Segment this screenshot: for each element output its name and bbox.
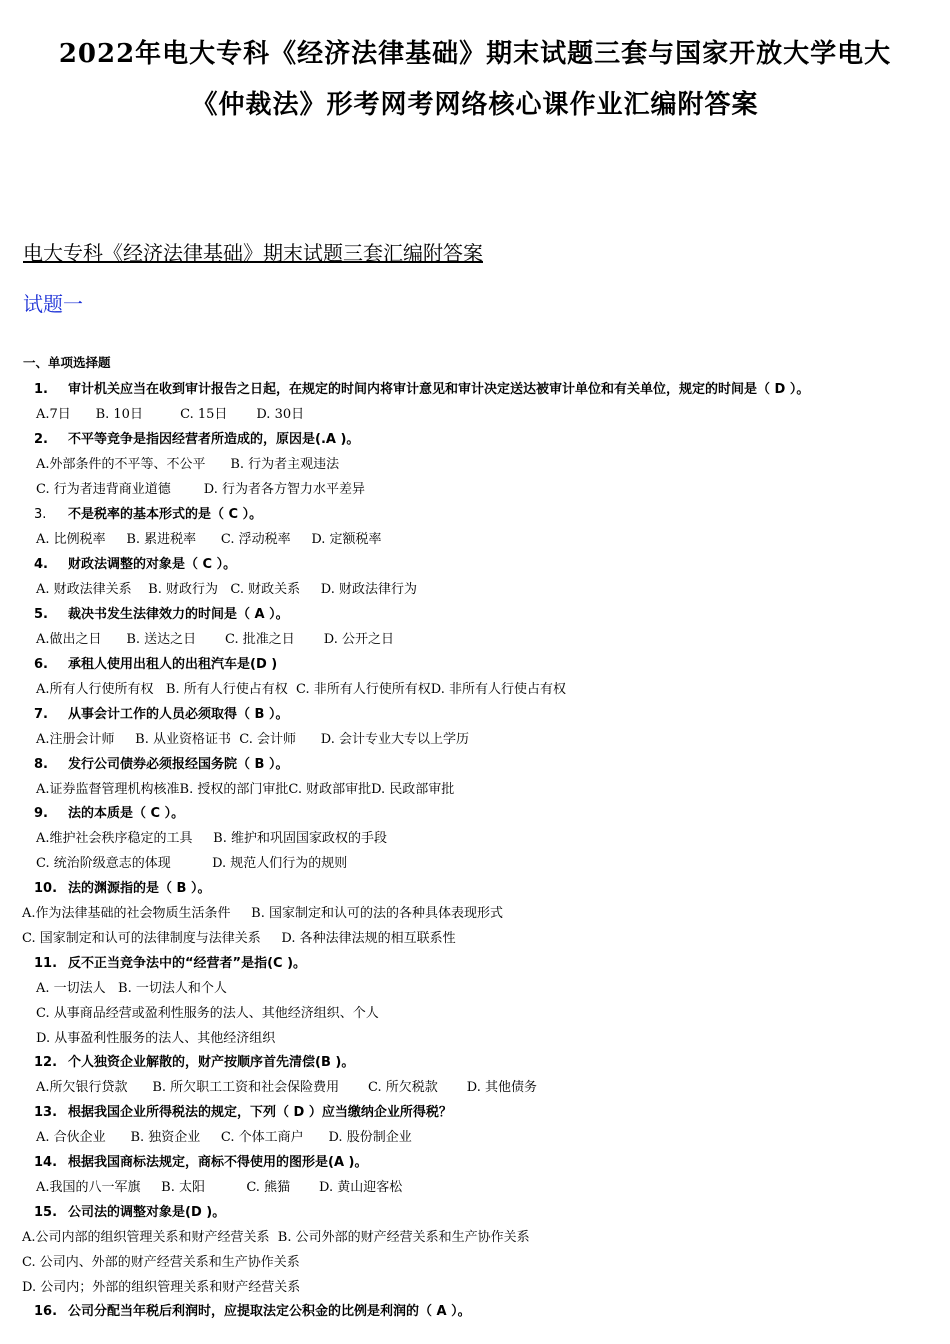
question-options: A.我国的八一军旗 B. 太阳 C. 熊猫 D. 黄山迎客松 <box>36 1180 403 1195</box>
question-text: 公司法的调整对象是(D )。 <box>68 1205 226 1220</box>
section-heading: 电大专科《经济法律基础》期末试题三套汇编附答案 <box>23 241 483 265</box>
question-item <box>34 1300 471 1319</box>
question-item <box>34 1101 452 1120</box>
question-number: 15. <box>34 1205 58 1220</box>
question-item <box>34 603 289 622</box>
question-options: D. 公司内；外部的组织管理关系和财产经营关系 <box>22 1280 301 1295</box>
question-options: C. 公司内、外部的财产经营关系和生产协作关系 <box>22 1255 300 1270</box>
question-options: A.外部条件的不平等、不公平 B. 行为者主观违法 <box>36 457 340 472</box>
question-options: A.做出之日 B. 送达之日 C. 批准之日 D. 公开之日 <box>36 632 394 647</box>
question-number: 4. <box>34 557 48 572</box>
question-text: 承租人使用出租人的出租汽车是(D ) <box>68 657 278 672</box>
question-item <box>34 952 306 971</box>
part-label: 一、单项选择题 <box>23 355 111 370</box>
question-options: A.作为法律基础的社会物质生活条件 B. 国家制定和认可的法的各种具体表现形式 <box>22 906 504 921</box>
question-text: 裁决书发生法律效力的时间是（ A ）。 <box>68 607 289 622</box>
question-text: 发行公司债券必须报经国务院（ B ）。 <box>68 757 289 772</box>
question-number: 1. <box>34 382 48 397</box>
question-text: 反不正当竞争法中的“经营者”是指(C )。 <box>68 956 307 971</box>
question-number: 13. <box>34 1105 58 1120</box>
question-number: 2. <box>34 432 48 447</box>
question-options: A.维护社会秩序稳定的工具 B. 维护和巩固国家政权的手段 <box>36 831 388 846</box>
question-options: A.7日 B. 10日 C. 15日 D. 30日 <box>36 407 305 422</box>
question-number: 16. <box>34 1304 58 1319</box>
question-options: D. 从事盈利性服务的法人、其他经济组织 <box>36 1031 276 1046</box>
question-text: 从事会计工作的人员必须取得（ B ）。 <box>68 707 289 722</box>
question-item <box>34 553 236 572</box>
question-item <box>34 1151 367 1170</box>
question-options: A. 比例税率 B. 累进税率 C. 浮动税率 D. 定额税率 <box>36 532 382 547</box>
question-options: A.所欠银行贷款 B. 所欠职工工资和社会保险费用 C. 所欠税款 D. 其他债务 <box>36 1080 537 1095</box>
question-text: 个人独资企业解散的，财产按顺序首先清偿(B )。 <box>68 1055 355 1070</box>
question-item <box>34 877 210 896</box>
question-item <box>34 653 277 672</box>
question-options: C. 国家制定和认可的法律制度与法律关系 D. 各种法律法规的相互联系性 <box>22 931 456 946</box>
question-text: 财政法调整的对象是（ C ）。 <box>68 557 237 572</box>
question-text: 法的渊源指的是（ B ）。 <box>68 881 211 896</box>
question-text: 审计机关应当在收到审计报告之日起，在规定的时间内将审计意见和审计决定送达被审计单位和有关单位，规定的时间是（ D ）。 <box>68 382 810 397</box>
question-options: A.注册会计师 B. 从业资格证书 C. 会计师 D. 会计专业大专以上学历 <box>36 732 470 747</box>
question-text: 不是税率的基本形式的是（ C ）。 <box>68 507 263 522</box>
question-item <box>34 802 184 821</box>
question-text: 不平等竞争是指因经营者所造成的，原因是(.A )。 <box>68 432 360 447</box>
question-number: 6. <box>34 657 48 672</box>
question-options: A. 合伙企业 B. 独资企业 C. 个体工商户 D. 股份制企业 <box>36 1130 412 1145</box>
question-item <box>34 753 288 772</box>
question-options: A.公司内部的组织管理关系和财产经营关系 B. 公司外部的财产经营关系和生产协作关系 <box>22 1230 530 1245</box>
question-number: 9. <box>34 806 48 821</box>
question-options: A.证券监督管理机构核准B. 授权的部门审批C. 财政部审批D. 民政部审批 <box>36 782 455 797</box>
question-item <box>34 503 262 522</box>
question-text: 根据我国企业所得税法的规定，下列（ D ）应当缴纳企业所得税？ <box>68 1105 452 1120</box>
document-title-line-1: 2022年电大专科《经济法律基础》期末试题三套与国家开放大学电大 <box>58 39 892 69</box>
question-options: A. 财政法律关系 B. 财政行为 C. 财政关系 D. 财政法律行为 <box>36 582 418 597</box>
question-number: 7. <box>34 707 48 722</box>
question-number: 12. <box>34 1055 58 1070</box>
question-options: C. 统治阶级意志的体现 D. 规范人们行为的规则 <box>36 856 348 871</box>
question-item <box>34 378 809 397</box>
question-number: 10. <box>34 881 58 896</box>
question-number: 3. <box>34 507 47 522</box>
exam-set-heading: 试题一 <box>23 292 83 316</box>
document-title-line-2: 《仲裁法》形考网考网络核心课作业汇编附答案 <box>191 90 759 120</box>
question-item <box>34 1201 225 1220</box>
question-item <box>34 428 359 447</box>
question-item <box>34 703 288 722</box>
question-text: 法的本质是（ C ）。 <box>68 806 185 821</box>
question-number: 14. <box>34 1155 58 1170</box>
question-number: 11. <box>34 956 58 971</box>
question-text: 公司分配当年税后利润时，应提取法定公积金的比例是利润的（ A ）。 <box>68 1304 471 1319</box>
question-text: 根据我国商标法规定，商标不得使用的图形是(A )。 <box>68 1155 368 1170</box>
question-number: 5. <box>34 607 48 622</box>
question-options: A. 一切法人 B. 一切法人和个人 <box>36 981 227 996</box>
question-item <box>34 1051 354 1070</box>
question-number: 8. <box>34 757 48 772</box>
question-options: A.所有人行使所有权 B. 所有人行使占有权 C. 非所有人行使所有权D. 非所有人行使占有权 <box>36 682 566 697</box>
question-options: C. 从事商品经营或盈利性服务的法人、其他经济组织、个人 <box>36 1006 379 1021</box>
question-options: C. 行为者违背商业道德 D. 行为者各方智力水平差异 <box>36 482 366 497</box>
